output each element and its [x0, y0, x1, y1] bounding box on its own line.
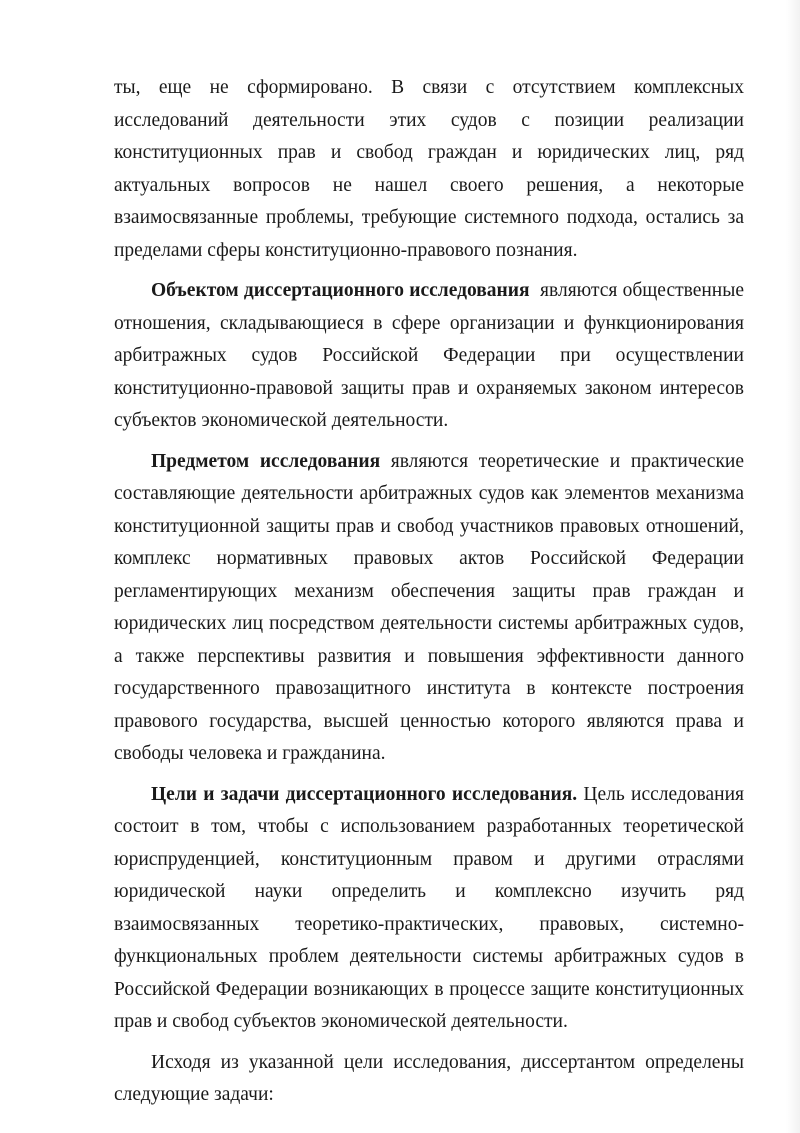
- text-body: [114, 72, 749, 1112]
- paragraph-lead: Предметом исследования: [151, 450, 381, 472]
- paragraph-text: Цель исследования состоит в том, чтобы с использованием разработанных теоретической юриспруденцией, конституционным правом и другими отраслями юридической науки определить и комплексно изучить ряд взаимосвязанных теоретико-практических, правовых, системно-функциональных проблем деятельности системы арбитражных судов в Российской Федерации возникающих в процессе защите конституционных прав и свобод субъектов экономической деятельности.: [114, 783, 744, 1032]
- scan-edge-shadow: [786, 0, 800, 1133]
- paragraph-text: являются теоретические и практические составляющие деятельности арбитражных судов как элементов механизма конституционной защиты прав и свобод участников правовых отношений, комплекс нормативных правовых актов Российской Федерации регламентирующих механизм обеспечения защиты прав граждан и юридических лиц посредством деятельности системы арбитражных судов, а также перспективы развития и повышения эффективности данного государственного правозащитного института в контексте построения правового государства, высшей ценностью которого являются права и свободы человека и гражданина.: [114, 450, 745, 764]
- paragraph-lead: Цели и задачи диссертационного исследования.: [151, 783, 578, 805]
- paragraph-object: [114, 275, 749, 438]
- paragraph-text: Исходя из указанной цели исследования, диссертантом определены следующие задачи:: [114, 1051, 744, 1105]
- paragraph-text: ты, еще не сформировано. В связи с отсутствием комплексных исследований деятельности этих судов с позиции реализации конституционных прав и свобод граждан и юридических лиц, ряд актуальных вопросов не нашел своего решения, а некоторые взаимосвязанные проблемы, требующие системного подхода, остались за пределами сферы конституционно-правового познания.: [114, 77, 744, 261]
- paragraph-goals: [114, 779, 744, 1039]
- paragraph-subject: [114, 446, 744, 771]
- paragraph-text: являются общественные отношения, складывающиеся в сфере организации и функционирования арбитражных судов Российской Федерации при осуществлении конституционно-правовой защиты прав и охраняемых законом интересов субъектов экономической деятельности.: [114, 280, 749, 431]
- paragraph-lead: Объектом диссертационного исследования: [151, 280, 530, 301]
- paragraph-tasks: [114, 1047, 744, 1112]
- paragraph-continuation: [114, 72, 744, 267]
